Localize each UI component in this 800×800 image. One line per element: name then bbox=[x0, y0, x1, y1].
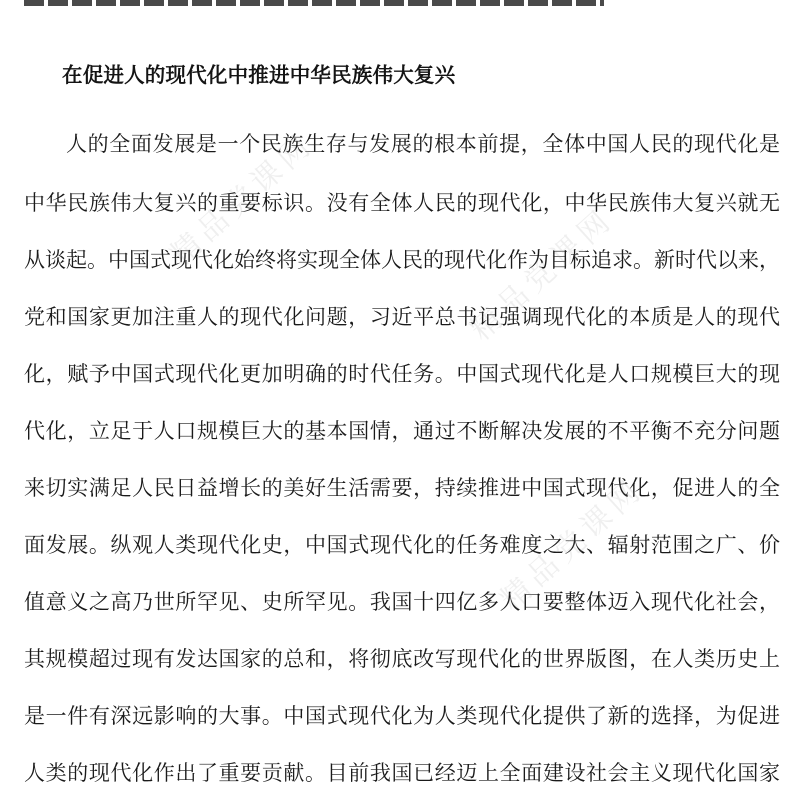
watermark-text: 精品党课网 bbox=[493, 471, 651, 618]
paragraph-line: 人的全面发展是一个民族生存与发展的根本前提，全体中国人民的现代化是 bbox=[66, 132, 780, 156]
watermark-text: 精品党课网 bbox=[463, 201, 621, 348]
paragraph-line: 来切实满足人民日益增长的美好生活需要，持续推进中国式现代化，促进人的全 bbox=[24, 476, 780, 500]
watermark-text: 精品党课网 bbox=[163, 126, 321, 273]
previous-line-fragment bbox=[24, 0, 604, 7]
paragraph-line: 面发展。纵观人类现代化史，中国式现代化的任务难度之大、辐射范围之广、价 bbox=[24, 533, 780, 557]
paragraph-line: 是一件有深远影响的大事。中国式现代化为人类现代化提供了新的选择，为促进 bbox=[24, 704, 780, 728]
paragraph-line: 化，赋予中国式现代化更加明确的时代任务。中国式现代化是人口规模巨大的现 bbox=[24, 362, 780, 386]
paragraph-line: 其规模超过现有发达国家的总和，将彻底改写现代化的世界版图，在人类历史上 bbox=[24, 647, 780, 671]
paragraph-line: 党和国家更加注重人的现代化问题，习近平总书记强调现代化的本质是人的现代 bbox=[24, 305, 780, 329]
paragraph-line: 中华民族伟大复兴的重要标识。没有全体人民的现代化，中华民族伟大复兴就无 bbox=[24, 191, 780, 215]
paragraph-line: 从谈起。中国式现代化始终将实现全体人民的现代化作为目标追求。新时代以来， bbox=[24, 248, 780, 272]
paragraph-line: 人类的现代化作出了重要贡献。目前我国已经迈上全面建设社会主义现代化国家 bbox=[24, 761, 780, 785]
paragraph-line: 代化，立足于人口规模巨大的基本国情，通过不断解决发展的不平衡不充分问题 bbox=[24, 419, 780, 443]
paragraph-line: 值意义之高乃世所罕见、史所罕见。我国十四亿多人口要整体迈入现代化社会， bbox=[24, 590, 780, 614]
section-heading: 在促进人的现代化中推进中华民族伟大复兴 bbox=[62, 63, 456, 87]
